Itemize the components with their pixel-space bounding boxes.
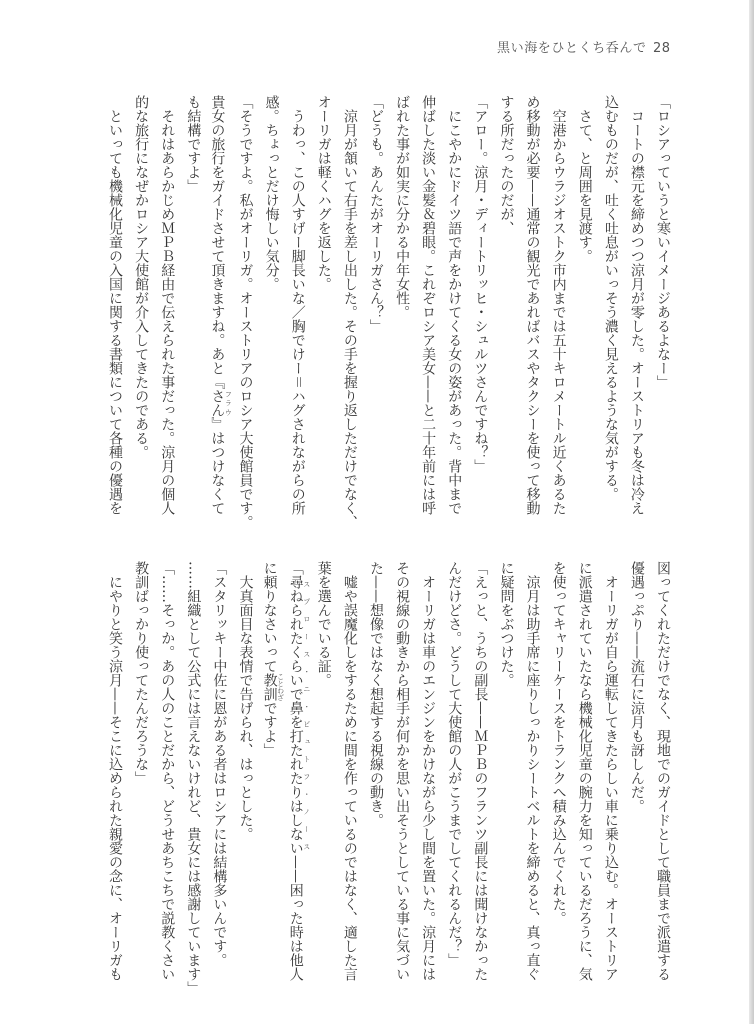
text-segment: 』はつけなくて xyxy=(209,417,226,515)
text-segment: 「 xyxy=(287,561,304,575)
text-line: オーリガは車のエンジンをかけながら少し間を置いた。涼月には xyxy=(420,561,437,981)
ruby-annotation xyxy=(261,673,285,701)
text-line: オーリガが自ら運転してきたらしい車に乗り込む。オーストリア xyxy=(602,561,619,981)
text-line: に疑問をぶつけた。 xyxy=(498,561,515,687)
text-line: ……組織として公式には言えないけれど、貴女には感謝しています」 xyxy=(185,561,202,995)
text-line: に派遣されていたなら機械化児童の腕力を知っているだろうに、気 xyxy=(576,561,593,981)
text-line: コートの襟元を締めつつ涼月が零した。オーストリアも冬は冷え xyxy=(628,95,645,515)
text-line: それはあらかじめＭＰＢ経由で伝えられた事だった。涼月の個人 xyxy=(159,95,176,515)
ruby-base: さん xyxy=(209,389,226,417)
text-line: 優遇っぷり——流石に涼月も訝しんだ。 xyxy=(628,561,645,813)
text-line: さて、と周囲を見渡す。 xyxy=(576,95,593,263)
text-line: 伸ばした淡い金髪＆碧眼。これぞロシア美女——と二十年前には呼 xyxy=(420,95,437,515)
text-line: 空港からウラジオストク市内までは五十キロメートル近くあるた xyxy=(550,95,567,515)
text-line: 葉を選んでいる証。 xyxy=(315,561,332,687)
text-line: にこやかにドイツ語で声をかけてくる女の姿があった。背中まで xyxy=(446,95,463,515)
text-line: た——想像ではなく想起する視線の動き。 xyxy=(367,561,384,827)
text-line-with-ruby xyxy=(206,95,232,515)
text-line: 「どうも。あんたがオーリガさん？」 xyxy=(367,95,384,333)
text-line-with-ruby xyxy=(259,561,285,981)
text-line: 込むものだが、吐く吐息がいっそう濃く見えるような気がする。 xyxy=(602,95,619,501)
page-number: 28 xyxy=(653,41,671,56)
text-line: ばれた事が如実に分かる中年女性。 xyxy=(394,95,411,319)
ruby-text: スプロース・ニ・ビュトフ・ノース xyxy=(302,575,311,855)
text-line: といっても機械化児童の入国に関する書類について各種の優遇を xyxy=(107,95,124,515)
text-line: うわっ、この人すげー脚長いな／胸でけー＝ハグされながらの所 xyxy=(289,95,306,515)
text-line: んだけどさ。どうして大使館の人がこうまでしてくれるんだ？」 xyxy=(446,561,463,967)
text-segment: 貴女の旅行をガイドさせて頂きますね。あと『 xyxy=(209,95,226,389)
text-line: 涼月が頷いて右手を差し出した。その手を握り返しただけでなく、 xyxy=(341,95,358,529)
text-line: 的な旅行になぜかロシア大使館が介入してきたのである。 xyxy=(133,95,150,459)
ruby-text: フラウ xyxy=(224,389,233,417)
text-line-with-ruby xyxy=(285,561,311,981)
ruby-annotation xyxy=(287,575,311,855)
text-line: 「えっと、うちの副長——ＭＰＢのフランツ副長には聞けなかった xyxy=(472,561,489,981)
ruby-base: 尋ねられたくらいで鼻を打たれたりはしない xyxy=(287,575,304,855)
text-line: にやりと笑う涼月——そこに込められた親愛の念に、オーリガも xyxy=(107,561,124,981)
text-line: 「ロシアっていうと寒いイメージあるよなー」 xyxy=(655,95,671,389)
ruby-annotation xyxy=(209,389,233,417)
text-segment: に頼りなさいって xyxy=(261,561,278,673)
text-line: 「アロー。涼月・ディートリッヒ・シュルツさんですね？」 xyxy=(472,95,489,473)
text-line: 大真面目な表情で告げられ、はっとした。 xyxy=(237,561,254,841)
upper-text-block xyxy=(101,95,676,529)
text-line: 「……そっか。あの人のことだから、どうせあちこちで説教くさい xyxy=(159,561,176,981)
text-line: を使ってキャリーケースをトランクへ積み込んでくれた。 xyxy=(550,561,567,925)
text-line: する所だったのだが、 xyxy=(498,95,515,235)
page-edge-shadow xyxy=(749,0,754,1024)
text-line: 教訓ばっかり使ってたんだろうな」 xyxy=(133,561,150,785)
text-line: その視線の動きから相手が何かを思い出そうとしている事に気づい xyxy=(394,561,411,981)
text-line: 図ってくれただけでなく、現地でのガイドとして職員まで派遣する xyxy=(655,561,671,981)
text-line: も結構ですよ」 xyxy=(185,95,202,193)
text-line: 涼月は助手席に座りしっかりシートベルトを締めると、真っ直ぐ xyxy=(524,561,541,981)
text-segment: ——困った時は他人 xyxy=(287,855,304,981)
text-line: め移動が必要——通常の観光であればバスやタクシーを使って移動 xyxy=(524,95,541,515)
lower-text-block xyxy=(101,561,676,995)
text-segment: ですよ」 xyxy=(261,701,278,757)
text-line: 嘘や誤魔化しをするために間を作っているのではなく、適した言 xyxy=(341,561,358,981)
ruby-text: ことわざ xyxy=(276,673,285,701)
text-line: 「そうですよ。私がオーリガ。オーストリアのロシア大使館員です。 xyxy=(237,95,254,529)
ruby-base: 教訓 xyxy=(261,673,278,701)
running-head-title: 黒い海をひとくち呑んで xyxy=(497,41,647,56)
text-line: 感。ちょっとだけ悔しい気分。 xyxy=(263,95,280,291)
text-line: オーリガは軽くハグを返した。 xyxy=(315,95,332,291)
text-line: 「スタリッキー中佐に恩がある者はロシアには結構多いんです。 xyxy=(211,561,228,967)
